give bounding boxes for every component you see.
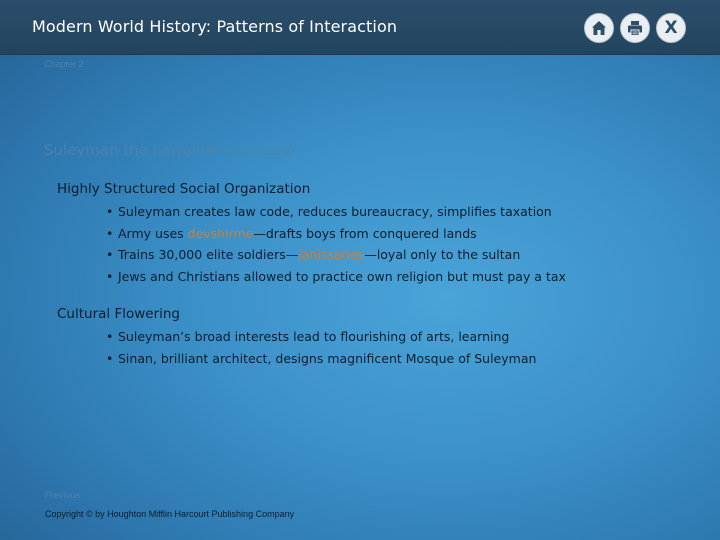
slide-title bbox=[44, 141, 295, 159]
list-item: • Suleyman’s broad interests lead to flourishing of arts, learning bbox=[106, 329, 510, 344]
list-item: • Jews and Christians allowed to practice own religion but must pay a tax bbox=[106, 268, 566, 284]
list-item: • Suleyman creates law code, reduces bureaucracy, simplifies taxation bbox=[106, 204, 552, 219]
key-term: devshirme bbox=[187, 225, 254, 241]
app-title: Modern World History: Patterns of Interaction bbox=[32, 17, 398, 36]
list-item: • Army uses devshirme—drafts boys from conquered lands bbox=[106, 225, 477, 241]
section-heading: Highly Structured Social Organization bbox=[57, 181, 311, 197]
bullet-list bbox=[106, 326, 536, 369]
list-item: • Sinan, brilliant architect, designs magnificent Mosque of Suleyman bbox=[106, 350, 537, 366]
key-term: janissaries bbox=[298, 247, 365, 262]
bullet-list bbox=[106, 201, 566, 287]
print-button[interactable] bbox=[620, 13, 650, 43]
slide-title-text: Suleyman the Lawgiver bbox=[44, 141, 221, 159]
printer-icon bbox=[626, 19, 644, 37]
chapter-label: Chapter 2 bbox=[44, 59, 84, 69]
copyright-text: Copyright © by Houghton Mifflin Harcourt Publishing Company bbox=[45, 509, 295, 519]
previous-link[interactable]: Previous bbox=[45, 490, 81, 500]
close-icon: X bbox=[664, 17, 678, 38]
close-button[interactable] bbox=[656, 13, 686, 43]
slide-title-suffix: (continued) bbox=[225, 144, 295, 158]
header-bar bbox=[0, 0, 720, 55]
home-button[interactable] bbox=[584, 13, 614, 43]
home-icon bbox=[590, 19, 608, 37]
section-heading: Cultural Flowering bbox=[57, 306, 180, 322]
list-item: • Trains 30,000 elite soldiers—janissaries—loyal only to the sultan bbox=[106, 247, 521, 262]
